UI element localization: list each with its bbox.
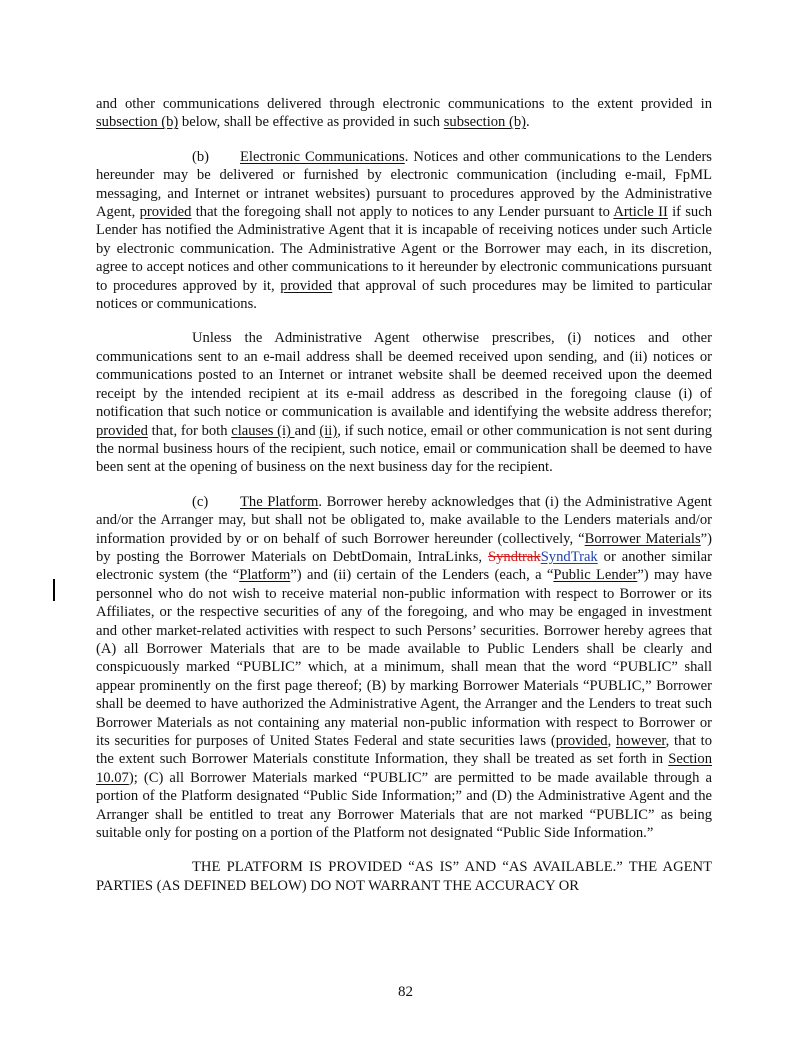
page-number: 82 bbox=[398, 984, 413, 1000]
defined-term: provided bbox=[280, 277, 333, 294]
subsection-label: (c) bbox=[192, 493, 209, 510]
deleted-revision-text: Syndtrak bbox=[487, 548, 541, 565]
paragraph-disclaimer bbox=[96, 858, 712, 895]
text: that the foregoing shall not apply to notices to any Lender pursuant to bbox=[191, 204, 614, 221]
text: , that to the extent such Borrower Materials constitute Information, they shall be treated as set forth in bbox=[96, 733, 712, 768]
text: that approval of such procedures may be limited to particular notices or communications. bbox=[96, 277, 713, 313]
defined-term: Borrower Materials bbox=[584, 530, 701, 547]
text: . Borrower hereby acknowledges that (i) the Administrative Agent and/or the Arranger may, but shall not be obligated to, make available to the Lenders materials and/or information provided by or on behalf of such Borrower hereunder (collectively, “ bbox=[96, 493, 712, 547]
text: Unless the Administrative Agent otherwise prescribes, (i) notices and other communications sent to an e-mail address shall be deemed received upon sending, and (ii) notices or communications posted to an Internet or intranet website shall be deemed received upon the deemed receipt by the intended recipient at its e-mail address as described in the foregoing clause (i) of notification that such notice or communication is available and identifying the website address therefor; bbox=[96, 330, 712, 421]
cross-reference: Article II bbox=[613, 204, 668, 221]
text: if such Lender has notified the Administrative Agent that it is incapable of receiving notices under such Article by electronic communication. The Administrative Agent or the Borrower may each, in its discretion, agree to accept notices and other communications to it hereunder by electronic communications pursuant to procedures approved by it, bbox=[96, 204, 712, 294]
text: ”) may have personnel who do not wish to receive material non-public information with respect to Borrower or its Affiliates, or the respective securities of any of the foregoing, and who may be engaged in investment and other market-related activities with respect to such Persons’ securities. Borrower hereby agrees that (A) all Borrower Materials that are to be made available to Public Lenders shall be clearly and conspicuously marked “PUBLIC” which, at a minimum, shall mean that the word “PUBLIC” shall appear prominently on the first page thereof; (B) by marking Borrower Materials “PUBLIC,” Borrower shall be deemed to have authorized the Administrative Agent, the Arranger and the Lenders to treat such Borrower Materials as not containing any material non-public information with respect to Borrower or its securities for purposes of United States Federal and state securities laws ( bbox=[96, 567, 712, 749]
defined-term: Platform bbox=[239, 567, 291, 584]
text: . Notices and other communications to the Lenders hereunder may be delivered or furnished by electronic communication (including e-mail, FpML messaging, and Internet or intranet websites) pursuant to procedures approved by the Administrative Agent, bbox=[96, 148, 712, 221]
revision-change-bar bbox=[53, 579, 55, 601]
defined-term: provided bbox=[555, 733, 608, 749]
paragraph-intro bbox=[96, 95, 712, 132]
text: ”) by posting the Borrower Materials on DebtDomain, IntraLinks, bbox=[96, 530, 712, 565]
text: ”) and (ii) certain of the Lenders (each, a “ bbox=[290, 567, 554, 584]
defined-term: however bbox=[615, 733, 666, 749]
cross-reference: Section 10.07 bbox=[96, 751, 712, 786]
subsection-label: (b) bbox=[192, 148, 210, 165]
text: and other communications delivered through electronic communications to the extent provided in bbox=[96, 96, 712, 112]
text: THE PLATFORM IS PROVIDED “AS IS” AND “AS AVAILABLE.” THE AGENT PARTIES (AS DEFINED BELOW) DO NOT WARRANT THE ACCURACY OR bbox=[96, 859, 712, 894]
text: or another similar electronic system (the “ bbox=[96, 548, 712, 584]
text: ); (C) all Borrower Materials marked “PUBLIC” are permitted to be made available through a portion of the Platform designated “Public Side Information;” and (D) the Administrative Agent and the Arranger shall be entitled to treat any Borrower Materials that are not marked “PUBLIC” as being suitable only for posting on a portion of the Platform not designated “Public Side Information.” bbox=[96, 769, 712, 842]
document-page bbox=[96, 95, 712, 895]
section-heading: Electronic Communications bbox=[240, 148, 405, 165]
paragraph-receipt-of-notices bbox=[96, 329, 712, 476]
text: , bbox=[607, 733, 616, 749]
cross-reference: (ii) bbox=[319, 422, 338, 439]
paragraph-electronic-communications bbox=[96, 148, 712, 314]
cross-reference: subsection (b) bbox=[96, 114, 179, 131]
inserted-revision-text: SyndTrak bbox=[540, 548, 598, 565]
paragraph-the-platform bbox=[96, 493, 712, 843]
text: that, for both bbox=[147, 422, 232, 439]
text: , if such notice, email or other communication is not sent during the normal business hours of the recipient, such notice, email or communication shall be deemed to have been sent at the opening of business on the next business day for the recipient. bbox=[96, 422, 712, 476]
cross-reference: clauses (i) bbox=[231, 422, 295, 439]
defined-term: provided bbox=[139, 204, 192, 221]
defined-term: Public Lender bbox=[553, 567, 638, 584]
defined-term: provided bbox=[96, 422, 148, 439]
text: . bbox=[526, 114, 530, 131]
cross-reference: subsection (b) bbox=[443, 114, 527, 131]
text: and bbox=[294, 422, 320, 439]
section-heading: The Platform bbox=[240, 493, 319, 510]
text: below, shall be effective as provided in such bbox=[178, 114, 444, 131]
